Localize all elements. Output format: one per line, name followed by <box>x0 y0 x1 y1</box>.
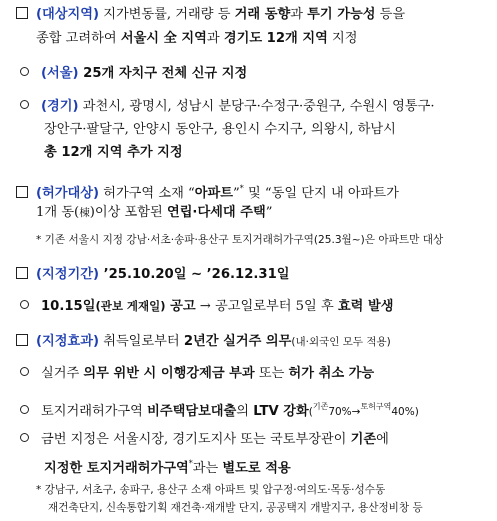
circle-bullet-icon <box>20 300 29 309</box>
s4-small: 40%) <box>391 406 419 418</box>
s4-bold: 2년간 실거주 의무 <box>183 334 292 349</box>
s3-bold: 공고 <box>165 299 196 314</box>
s2-hanja: 棟 <box>79 207 90 219</box>
gyeonggi-text: 장안구·팔달구, 안양시 동안구, 용인시 수지구, 의왕시, 하남시 <box>44 122 396 137</box>
s2-heading: (허가대상) <box>36 186 100 201</box>
s1-text: 지가변동률, 거래량 등 <box>99 7 235 22</box>
s3-bold: 효력 발생 <box>337 299 394 314</box>
s1-bold: 투기 가능성 <box>307 7 376 22</box>
s4-small: 70%→ <box>328 406 361 418</box>
square-bullet-icon <box>16 267 28 279</box>
s3-period: ’25.10.20일 ∼ ’26.12.31일 <box>99 267 290 282</box>
s1-text: 과 <box>206 31 224 46</box>
s4-bold: 기존 <box>350 432 377 447</box>
circle-bullet-icon <box>20 405 29 414</box>
s4-bold: LTV 강화 <box>253 404 309 419</box>
gyeonggi-line2 <box>44 121 396 139</box>
s4-small: ( <box>308 406 313 418</box>
s4-note-line2: 재건축단지, 신속통합기획 재건축·재개발 단지, 공공택지 개발지구, 용산정비창 등 <box>48 502 423 514</box>
s1-bold: 경기도 12개 지역 <box>223 31 328 46</box>
s3-bold-small: (관보 게재일) <box>95 299 166 313</box>
s4-item1 <box>20 365 374 383</box>
circle-bullet-icon <box>20 367 29 376</box>
gyeonggi-total: 총 12개 지역 추가 지정 <box>44 145 183 160</box>
s4-asterisk: * <box>188 459 193 468</box>
circle-bullet-icon <box>20 433 29 442</box>
s4-bold: 허가 취소 가능 <box>288 366 375 381</box>
s4-sup: 토허구역 <box>360 402 392 411</box>
s4-text: 의 <box>236 404 254 419</box>
s4-heading: (지정효과) <box>36 334 100 349</box>
s2-text: 허가구역 소재 “ <box>99 186 195 201</box>
s4-bold: 지정한 토지거래허가구역 <box>44 461 189 476</box>
gyeonggi-text: 과천시, 광명시, 성남시 분당구·수정구·중원구, 수원시 영통구· <box>78 99 435 114</box>
s2-bold: 아파트 <box>194 186 233 201</box>
gyeonggi-line3 <box>44 144 183 162</box>
s4-text: 금번 지정은 서울시장, 경기도지사 또는 국토부장관이 <box>41 432 351 447</box>
s1-text: 종합 고려하여 <box>36 31 121 46</box>
s1-text: 과 <box>290 7 308 22</box>
s1-text: 지정 <box>327 31 358 46</box>
seoul-text: 25개 자치구 전체 신규 지정 <box>78 66 248 81</box>
s2-text: 1개 동( <box>36 205 80 220</box>
s1-bold: 서울시 全 지역 <box>120 31 207 46</box>
s4-line1 <box>16 333 391 351</box>
s4-bold: 별도로 적용 <box>222 461 291 476</box>
s1-text: 등을 <box>375 7 406 22</box>
s3-text: → 공고일로부터 5일 후 <box>195 299 338 314</box>
s4-sup: 기존 <box>312 402 329 411</box>
s4-text: 과는 <box>192 461 223 476</box>
s2-text: 및 “동일 단지 내 아파트가 <box>243 186 399 201</box>
s4-text: 에 <box>376 432 389 447</box>
s1-line1 <box>16 6 405 24</box>
s2-note: * 기존 서울시 지정 강남·서초·송파·용산구 토지거래허가구역(25.3월~)은 아파트만 대상 <box>36 234 444 246</box>
gyeonggi-heading: (경기) <box>41 99 79 114</box>
s4-note-line1: * 강남구, 서초구, 송파구, 용산구 소재 아파트 및 압구정·여의도·목동·성수동 <box>36 484 386 496</box>
s2-text: ” <box>265 205 273 220</box>
circle-bullet-icon <box>20 67 29 76</box>
s4-text: 또는 <box>254 366 289 381</box>
s4-item3 <box>20 431 389 449</box>
s2-line1 <box>16 180 399 203</box>
s2-asterisk: * <box>239 184 244 193</box>
s2-text: )이상 포함된 <box>89 205 167 220</box>
s4-item2 <box>20 398 419 421</box>
s4-bold: 비주택담보대출 <box>147 404 237 419</box>
s2-bold: 연립·다세대 주택 <box>166 205 266 220</box>
square-bullet-icon <box>16 186 28 198</box>
s4-small: (내·외국인 모두 적용) <box>291 336 391 348</box>
s3-bold: 10.15일 <box>41 299 96 314</box>
square-bullet-icon <box>16 334 28 346</box>
s2-text: ” <box>233 186 240 201</box>
circle-bullet-icon <box>20 100 29 109</box>
s1-heading: (대상지역) <box>36 7 100 22</box>
s4-bold: 의무 위반 시 이행강제금 부과 <box>83 366 255 381</box>
s1-line2 <box>36 30 357 48</box>
s3-heading: (지정기간) <box>36 267 100 282</box>
gyeonggi-item <box>20 98 435 116</box>
s4-text: 실거주 <box>41 366 84 381</box>
s3-item <box>20 297 393 316</box>
s3-line1 <box>16 266 290 284</box>
square-bullet-icon <box>16 7 28 19</box>
s1-bold: 거래 동향 <box>234 7 291 22</box>
s2-line2 <box>36 204 272 222</box>
s4-item3-line2 <box>44 455 291 478</box>
seoul-item <box>20 65 247 83</box>
s4-text: 취득일로부터 <box>99 334 184 349</box>
s4-text: 토지거래허가구역 <box>41 404 148 419</box>
seoul-heading: (서울) <box>41 66 79 81</box>
